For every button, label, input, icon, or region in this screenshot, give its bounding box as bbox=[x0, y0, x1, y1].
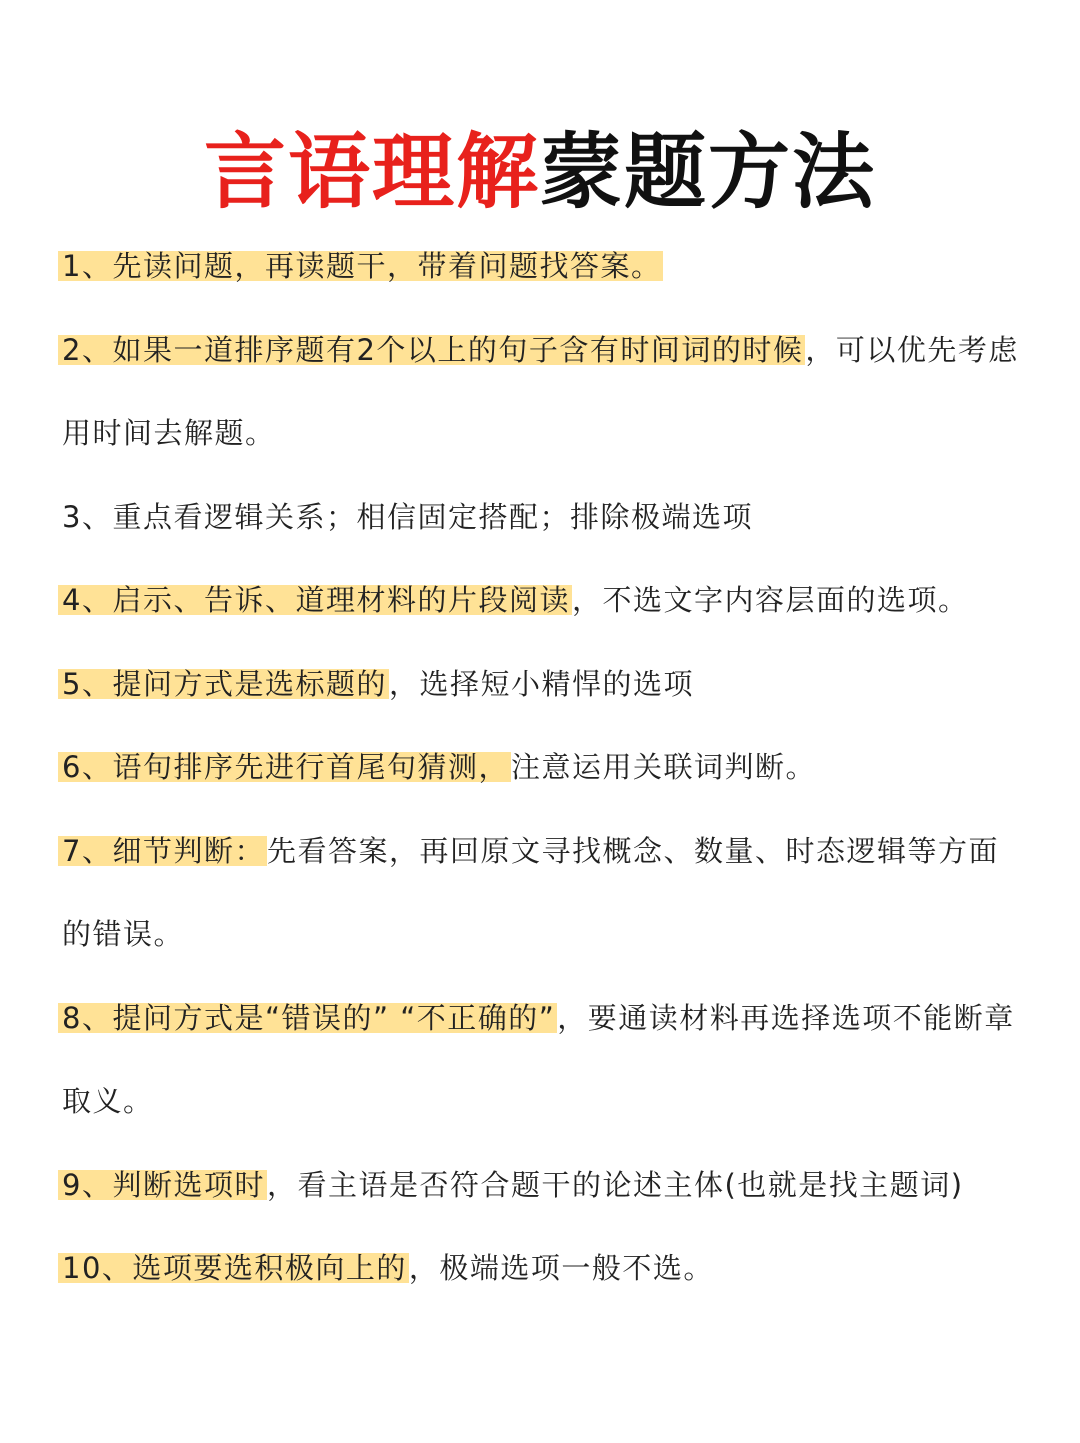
title-black-part: 蒙题方法 bbox=[540, 124, 877, 220]
tip-text: ，看主语是否符合题干的论述主体(也就是找主题词) bbox=[266, 1167, 964, 1202]
tip-highlight: 9、判断选项时 bbox=[58, 1168, 267, 1202]
tip-text: 先看答案，再回原文寻找概念、数量、时态逻辑等方面的错误。 bbox=[62, 833, 999, 951]
tip-text: ，极端选项一般不选。 bbox=[408, 1251, 714, 1285]
tip-text: 注意运用关联词判断。 bbox=[510, 750, 816, 784]
tip-item-10 bbox=[62, 1227, 1022, 1311]
tip-highlight: 2、如果一道排序题有2个以上的句子含有时间词的时候 bbox=[58, 333, 805, 367]
tip-highlight: 4、启示、告诉、道理材料的片段阅读 bbox=[58, 583, 572, 617]
tip-item-4 bbox=[62, 559, 1022, 643]
tip-item-7 bbox=[62, 810, 1022, 977]
tip-item-8 bbox=[62, 977, 1022, 1144]
page-title bbox=[0, 123, 1080, 223]
tip-item-3 bbox=[62, 476, 1022, 560]
tip-text: ，要通读材料再选择选项不能断章取义。 bbox=[62, 1000, 1015, 1118]
tip-highlight: 6、语句排序先进行首尾句猜测， bbox=[58, 750, 511, 784]
tip-highlight: 10、选项要选积极向上的 bbox=[58, 1251, 409, 1285]
tip-highlight: 5、提问方式是选标题的 bbox=[58, 667, 389, 701]
tip-highlight: 8、提问方式是“错误的” “不正确的” bbox=[58, 1001, 557, 1035]
tip-item-1 bbox=[62, 225, 1022, 309]
tip-item-9 bbox=[62, 1144, 1022, 1228]
tip-item-5 bbox=[62, 643, 1022, 727]
tip-highlight: 7、细节判断： bbox=[58, 834, 267, 868]
title-red-part: 言语理解 bbox=[203, 124, 540, 220]
tip-item-2 bbox=[62, 309, 1022, 476]
tip-item-6 bbox=[62, 726, 1022, 810]
tip-text: ，不选文字内容层面的选项。 bbox=[571, 583, 969, 617]
tip-text: ，选择短小精悍的选项 bbox=[388, 666, 694, 701]
tip-highlight: 1、先读问题，再读题干，带着问题找答案。 bbox=[58, 249, 663, 283]
tips-list bbox=[62, 225, 1022, 1311]
tip-text: 3、重点看逻辑关系；相信固定搭配；排除极端选项 bbox=[62, 499, 753, 534]
tip-text: ，可以优先考虑用时间去解题。 bbox=[62, 332, 1019, 450]
